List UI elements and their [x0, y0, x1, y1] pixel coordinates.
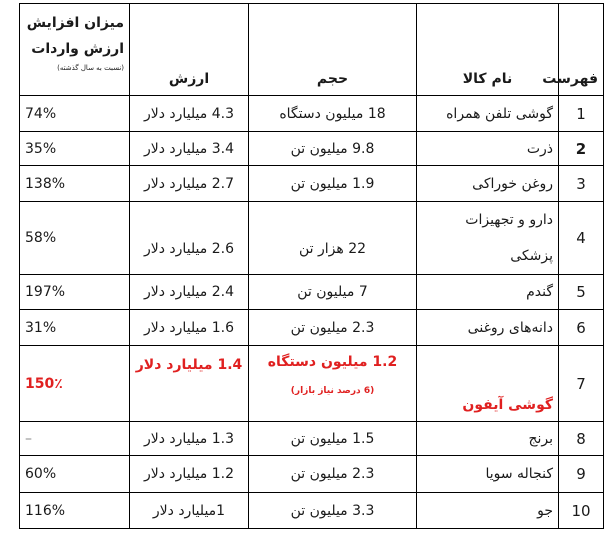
row-index: 7 [559, 346, 604, 422]
table-row [20, 493, 604, 529]
table-row [20, 422, 604, 456]
row-value: 2.4 میلیارد دلار [130, 275, 249, 310]
row-value: 1میلیارد دلار [130, 493, 249, 529]
row-name: ذرت [417, 132, 559, 166]
row-volume: 1.9 میلیون تن [249, 166, 417, 202]
row-volume: 2.3 میلیون تن [249, 310, 417, 346]
header-increase-line2: ارزش واردات [31, 41, 124, 57]
row-value: 1.2 میلیارد دلار [130, 456, 249, 493]
row-index: 6 [559, 310, 604, 346]
row-volume-note: (6 درصد نیاز بازار) [290, 386, 375, 396]
row-name: دانه‌های روغنی [417, 310, 559, 346]
header-increase-note: (نسبت به سال گذشته) [57, 64, 124, 72]
row-increase: 138% [20, 166, 130, 202]
row-increase-dash: – [25, 430, 32, 447]
row-index: 10 [559, 493, 604, 529]
row-volume: 1.5 میلیون تن [249, 422, 417, 456]
row-value: 3.4 میلیارد دلار [130, 132, 249, 166]
header-volume: حجم [249, 4, 417, 96]
row-value: 1.4 میلیارد دلار [130, 346, 249, 422]
row-volume: 22 هزار تن [249, 202, 417, 275]
row-increase: 60% [20, 456, 130, 493]
header-row [20, 4, 604, 96]
row-value: 2.7 میلیارد دلار [130, 166, 249, 202]
table-row [20, 166, 604, 202]
row-index: 9 [559, 456, 604, 493]
table-row [20, 202, 604, 275]
row-name: گوشی آیفون [417, 346, 559, 422]
row-volume: 9.8 میلیون تن [249, 132, 417, 166]
table-row [20, 310, 604, 346]
row-increase: 197% [20, 275, 130, 310]
row-name: گوشی تلفن همراه [417, 96, 559, 132]
row-index: 3 [559, 166, 604, 202]
row-value: 2.6 میلیارد دلار [130, 202, 249, 275]
row-increase: 35% [20, 132, 130, 166]
header-name: نام کالا [417, 4, 559, 96]
row-name: دارو و تجهیزات پزشکی [417, 202, 559, 275]
table-row [20, 456, 604, 493]
row-volume: 2.3 میلیون تن [249, 456, 417, 493]
table-row [20, 96, 604, 132]
row-volume: 7 میلیون تن [249, 275, 417, 310]
row-index: 1 [559, 96, 604, 132]
row-name: جو [417, 493, 559, 529]
row-volume [249, 346, 417, 422]
row-value: 4.3 میلیارد دلار [130, 96, 249, 132]
row-increase: 74% [20, 96, 130, 132]
row-volume: 3.3 میلیون تن [249, 493, 417, 529]
row-increase: 150٪ [20, 346, 130, 422]
row-value: 1.3 میلیارد دلار [130, 422, 249, 456]
row-index: 5 [559, 275, 604, 310]
row-index: 2 [559, 132, 604, 166]
header-value: ارزش [130, 4, 249, 96]
row-volume-main: 1.2 میلیون دستگاه [267, 354, 398, 370]
table-row [20, 275, 604, 310]
header-increase [20, 4, 130, 96]
row-increase: 58% [20, 202, 130, 275]
row-name: روغن خوراکی [417, 166, 559, 202]
row-index: 8 [559, 422, 604, 456]
row-index: 4 [559, 202, 604, 275]
row-increase: 31% [20, 310, 130, 346]
imports-table [19, 3, 604, 529]
row-increase [20, 422, 130, 456]
row-value: 1.6 میلیارد دلار [130, 310, 249, 346]
table-row-highlighted [20, 346, 604, 422]
row-name: برنج [417, 422, 559, 456]
header-increase-line1: میزان افزایش [26, 15, 124, 31]
row-name: کنجاله سویا [417, 456, 559, 493]
header-index: فهرست [559, 4, 604, 96]
table-row [20, 132, 604, 166]
row-volume: 18 میلیون دستگاه [249, 96, 417, 132]
row-increase: 116% [20, 493, 130, 529]
row-name: گندم [417, 275, 559, 310]
